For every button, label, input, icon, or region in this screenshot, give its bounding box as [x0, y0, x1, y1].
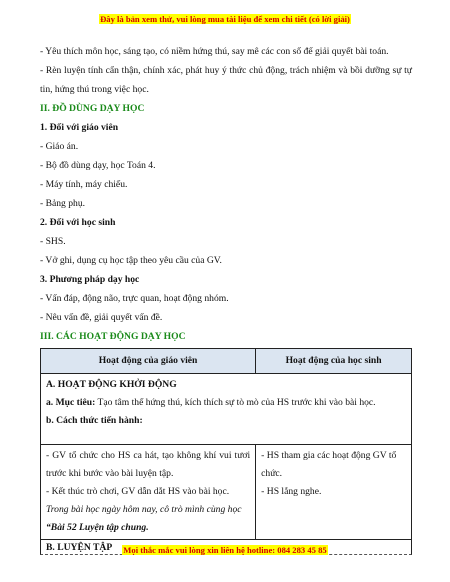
- student-activity-1: - HS tham gia các hoạt động GV tổ chức.: [261, 450, 397, 479]
- preview-notice-text: Đây là bản xem thử, vui lòng mua tài liệu để xem chi tiết (có lời giải): [100, 14, 350, 24]
- method-item: - Vấn đáp, động não, trực quan, hoạt động nhóm.: [40, 293, 229, 304]
- document-content: [40, 42, 412, 555]
- hotline-banner: [0, 545, 450, 555]
- student-activity-2: - HS lắng nghe.: [261, 486, 322, 497]
- hotline-text: Mọi thắc mắc vui lòng xin liên hệ hotline: 084 283 45 85: [123, 545, 327, 555]
- student-item: - SHS.: [40, 236, 66, 247]
- goal-text: Tạo tâm thế hứng thú, kích thích sự tò mò của HS trước khi vào bài học.: [95, 397, 376, 408]
- method-heading: 3. Phương pháp dạy học: [40, 274, 140, 285]
- intro-line-2: - Rèn luyện tính cẩn thận, chính xác, phát huy ý thức chủ động, trách nhiệm và bồi dưỡng sự tự tin, hứng thú trong việc học.: [40, 65, 412, 95]
- part-b-title: B. LUYỆN TẬP: [40, 540, 412, 555]
- student-item: - Vở ghi, dụng cụ học tập theo yêu cầu của GV.: [40, 255, 222, 266]
- teacher-activity-cell: [41, 445, 256, 540]
- goal-label: a. Mục tiêu:: [46, 397, 96, 408]
- teacher-item: - Bảng phụ.: [40, 198, 86, 209]
- teacher-activity-1: - GV tổ chức cho HS ca hát, tạo không khí vui tươi trước khi bước vào bài luyện tập.: [46, 450, 251, 479]
- part-a-method: b. Cách thức tiến hành:: [46, 415, 143, 426]
- method-item: - Nêu vấn đề, giải quyết vấn đề.: [40, 312, 163, 323]
- col-header-student: Hoạt động của học sinh: [256, 349, 412, 374]
- lesson-name: “Bài 52 Luyện tập chung.: [46, 522, 149, 533]
- teacher-speech: Trong bài học ngày hôm nay, cô trò mình cùng học: [46, 504, 242, 515]
- teacher-activity-3: [46, 501, 250, 537]
- intro-line-1: - Yêu thích môn học, sáng tạo, có niềm hứng thú, say mê các con số để giải quyết bài toán.: [40, 46, 389, 57]
- teacher-heading: 1. Đối với giáo viên: [40, 122, 119, 133]
- student-activity-cell: [256, 445, 412, 540]
- teacher-activity-2: - Kết thúc trò chơi, GV dẫn dắt HS vào bài học.: [46, 486, 230, 497]
- activities-table: [40, 348, 412, 540]
- preview-notice-banner: [0, 14, 450, 24]
- part-a-cell: [41, 374, 412, 445]
- part-a-goal: [46, 394, 406, 412]
- teacher-item: - Bộ đồ dùng dạy, học Toán 4.: [40, 160, 156, 171]
- col-header-teacher: Hoạt động của giáo viên: [41, 349, 256, 374]
- teacher-item: - Giáo án.: [40, 141, 79, 152]
- student-heading: 2. Đối với học sinh: [40, 217, 116, 228]
- teacher-item: - Máy tính, máy chiếu.: [40, 179, 128, 190]
- part-a-title: A. HOẠT ĐỘNG KHỞI ĐỘNG: [46, 379, 177, 390]
- section-3-title: III. CÁC HOẠT ĐỘNG DẠY HỌC: [40, 331, 186, 342]
- section-2-title: II. ĐỒ DÙNG DẠY HỌC: [40, 103, 145, 114]
